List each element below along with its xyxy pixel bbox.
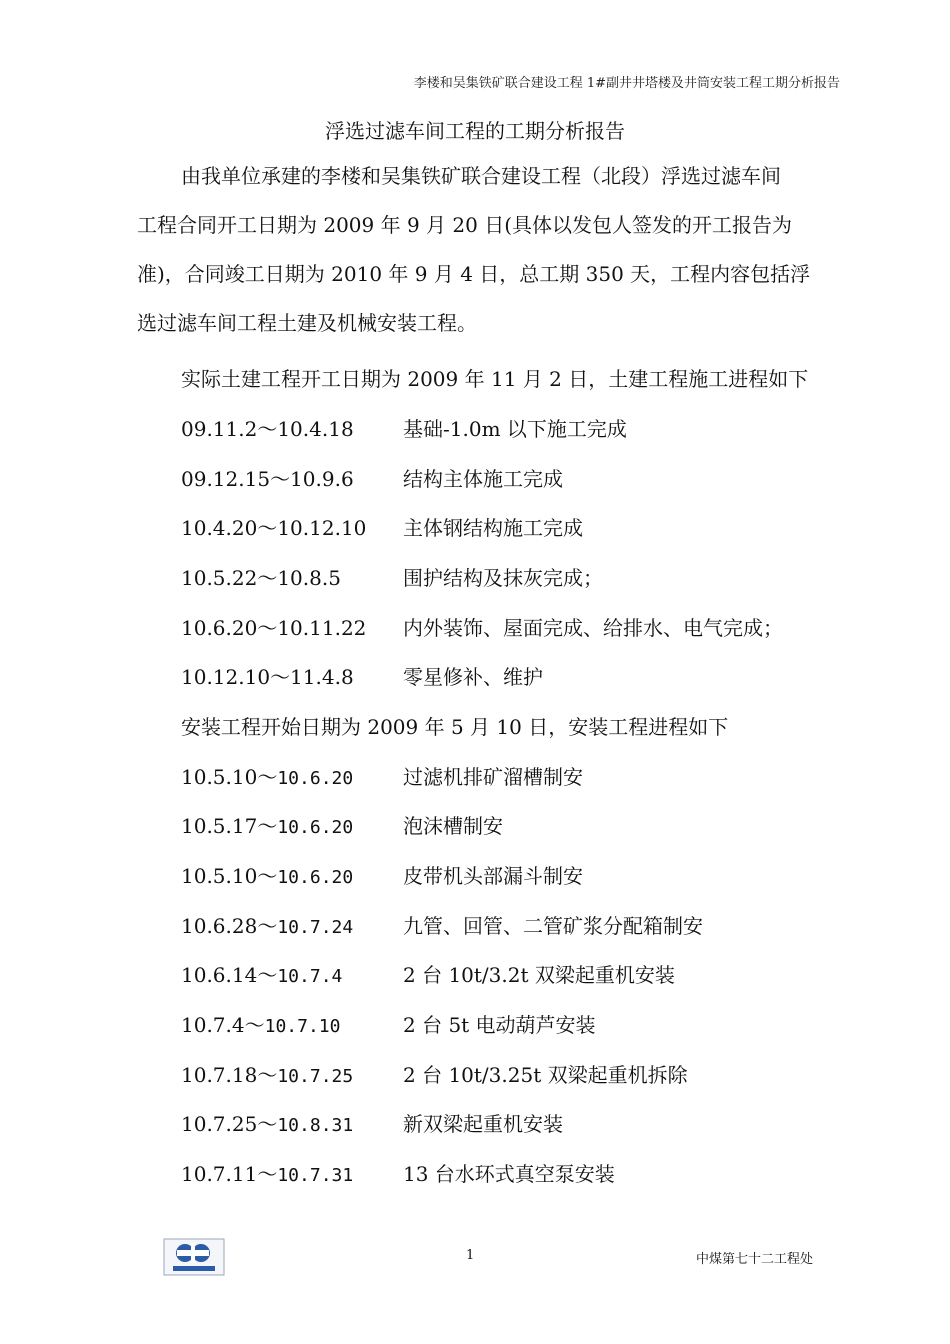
install-row (181, 861, 583, 891)
civil-row-desc: 零星修补、维护 (403, 665, 543, 689)
install-row-date: 10.5.17～10.6.20 (181, 814, 354, 838)
civil-row-desc: 内外装饰、屋面完成、给排水、电气完成； (403, 616, 783, 640)
civil-row-date: 09.11.2～10.4.18 (181, 417, 354, 441)
install-row-date: 10.7.18～10.7.25 (181, 1063, 354, 1087)
install-row (181, 911, 703, 941)
footer-organization: 中煤第七十二工程处 (696, 1252, 814, 1267)
civil-row-date: 10.12.10～11.4.8 (181, 665, 354, 689)
install-row-date: 10.7.4～10.7.10 (181, 1013, 341, 1037)
civil-row (181, 662, 543, 692)
install-row (181, 1109, 563, 1139)
install-row-desc: 泡沫槽制安 (403, 814, 503, 838)
civil-row (181, 613, 783, 643)
civil-intro: 实际土建工程开工日期为 2009 年 11 月 2 日，土建工程施工进程如下 (181, 367, 809, 391)
civil-row-date: 10.5.22～10.8.5 (181, 566, 341, 590)
install-row (181, 1010, 596, 1040)
install-row-desc: 2 台 10t/3.2t 双梁起重机安装 (403, 963, 675, 987)
install-row (181, 1060, 688, 1090)
install-row-desc: 过滤机排矿溜槽制安 (403, 765, 583, 789)
install-row-desc: 新双梁起重机安装 (403, 1112, 563, 1136)
intro-line: 由我单位承建的李楼和吴集铁矿联合建设工程（北段）浮选过滤车间 (181, 164, 781, 188)
install-row-date: 10.6.28～10.7.24 (181, 914, 354, 938)
install-row-desc: 皮带机头部漏斗制安 (403, 864, 583, 888)
install-row-date: 10.7.11～10.7.31 (181, 1162, 354, 1186)
civil-row-desc: 基础-1.0m 以下施工完成 (403, 417, 627, 441)
civil-row (181, 414, 627, 444)
install-row-date: 10.5.10～10.6.20 (181, 864, 354, 888)
intro-line: 选过滤车间工程土建及机械安装工程。 (137, 311, 477, 335)
civil-row (181, 563, 603, 593)
page-title: 浮选过滤车间工程的工期分析报告 (325, 119, 625, 143)
civil-row-desc: 围护结构及抹灰完成； (403, 566, 603, 590)
install-row-desc: 2 台 10t/3.25t 双梁起重机拆除 (403, 1063, 688, 1087)
civil-row-desc: 主体钢结构施工完成 (403, 516, 583, 540)
intro-paragraph (137, 152, 843, 348)
install-row-desc: 2 台 5t 电动葫芦安装 (403, 1013, 596, 1037)
intro-line: 工程合同开工日期为 2009 年 9 月 20 日(具体以发包人签发的开工报告为 (137, 213, 793, 237)
civil-row-date: 10.4.20～10.12.10 (181, 516, 367, 540)
intro-line: 准)，合同竣工日期为 2010 年 9 月 4 日，总工期 350 天，工程内容包括浮 (137, 262, 811, 286)
install-row-date: 10.7.25～10.8.31 (181, 1112, 354, 1136)
civil-row-desc: 结构主体施工完成 (403, 467, 563, 491)
civil-row (181, 513, 583, 543)
install-row (181, 762, 583, 792)
civil-row-date: 09.12.15～10.9.6 (181, 467, 354, 491)
zhongmei-group-logo-icon (163, 1238, 225, 1276)
civil-row-date: 10.6.20～10.11.22 (181, 616, 367, 640)
install-row-date: 10.5.10～10.6.20 (181, 765, 354, 789)
install-row (181, 1159, 615, 1189)
install-row-desc: 九管、回管、二管矿浆分配箱制安 (403, 914, 703, 938)
install-row-desc: 13 台水环式真空泵安装 (403, 1162, 615, 1186)
install-row-date: 10.6.14～10.7.4 (181, 963, 343, 987)
civil-row (181, 464, 563, 494)
install-row (181, 811, 503, 841)
running-header: 李楼和吴集铁矿联合建设工程 1#副井井塔楼及井筒安装工程工期分析报告 (413, 76, 840, 91)
install-intro: 安装工程开始日期为 2009 年 5 月 10 日，安装工程进程如下 (181, 715, 729, 739)
install-row (181, 960, 675, 990)
page-number: 1 (466, 1248, 475, 1263)
